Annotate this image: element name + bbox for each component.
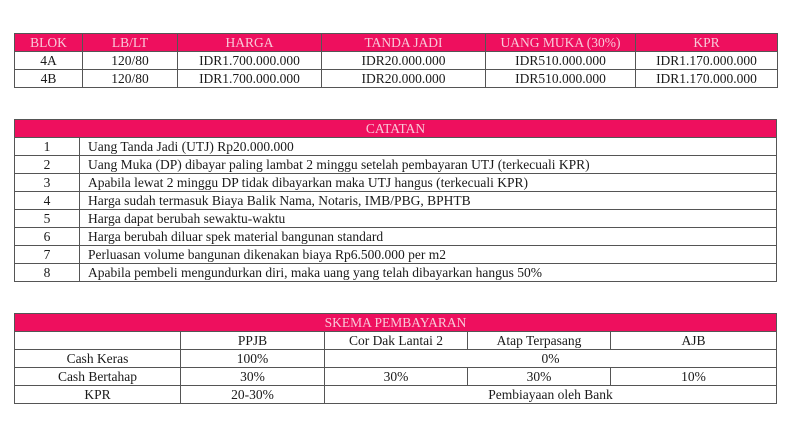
cell-ppjb: 20-30% [181,386,325,404]
cell-uang-muka: IDR510.000.000 [486,52,636,70]
list-item [15,138,777,156]
note-number: 4 [15,192,80,210]
scheme-title: SKEMA PEMBAYARAN [15,314,777,332]
col-harga: HARGA [178,34,322,52]
table-row [15,70,778,88]
note-text: Apabila pembeli mengundurkan diri, maka uang yang telah dibayarkan hangus 50% [80,264,777,282]
table-row [15,368,777,386]
list-item [15,246,777,264]
col-uang-muka: UANG MUKA (30%) [486,34,636,52]
note-number: 1 [15,138,80,156]
cell-ajb: 10% [611,368,777,386]
list-item [15,264,777,282]
note-number: 8 [15,264,80,282]
price-table-header [15,34,778,52]
col-ajb: AJB [611,332,777,350]
col-tanda-jadi: TANDA JADI [322,34,486,52]
list-item [15,192,777,210]
cell-kpr: IDR1.170.000.000 [636,70,778,88]
col-kpr: KPR [636,34,778,52]
scheme-corner-cell [15,332,181,350]
note-text: Harga berubah diluar spek material bangunan standard [80,228,777,246]
list-item [15,174,777,192]
cell-tanda-jadi: IDR20.000.000 [322,52,486,70]
notes-title: CATATAN [15,120,777,138]
list-item [15,210,777,228]
note-text: Uang Muka (DP) dibayar paling lambat 2 minggu setelah pembayaran UTJ (terkecuali KPR) [80,156,777,174]
cell-harga: IDR1.700.000.000 [178,52,322,70]
list-item [15,228,777,246]
note-text: Uang Tanda Jadi (UTJ) Rp20.000.000 [80,138,777,156]
row-label: Cash Bertahap [15,368,181,386]
note-number: 3 [15,174,80,192]
cell-kpr: IDR1.170.000.000 [636,52,778,70]
cell-atap: 30% [468,368,611,386]
col-cor-dak: Cor Dak Lantai 2 [325,332,468,350]
table-row [15,52,778,70]
table-row [15,386,777,404]
cell-blok: 4B [15,70,83,88]
cell-ppjb: 100% [181,350,325,368]
col-lb-lt: LB/LT [83,34,178,52]
cell-lb-lt: 120/80 [83,52,178,70]
note-text: Harga dapat berubah sewaktu-waktu [80,210,777,228]
cell-rest: 0% [325,350,777,368]
cell-tanda-jadi: IDR20.000.000 [322,70,486,88]
list-item [15,156,777,174]
cell-cor-dak: 30% [325,368,468,386]
cell-rest: Pembiayaan oleh Bank [325,386,777,404]
payment-scheme-table [14,313,777,404]
col-blok: BLOK [15,34,83,52]
price-table [14,33,778,88]
cell-uang-muka: IDR510.000.000 [486,70,636,88]
note-text: Apabila lewat 2 minggu DP tidak dibayarkan maka UTJ hangus (terkecuali KPR) [80,174,777,192]
scheme-header-row [15,332,777,350]
notes-table [14,119,777,282]
cell-blok: 4A [15,52,83,70]
col-atap: Atap Terpasang [468,332,611,350]
col-ppjb: PPJB [181,332,325,350]
table-row [15,350,777,368]
row-label: KPR [15,386,181,404]
note-text: Harga sudah termasuk Biaya Balik Nama, Notaris, IMB/PBG, BPHTB [80,192,777,210]
cell-lb-lt: 120/80 [83,70,178,88]
note-number: 6 [15,228,80,246]
note-number: 2 [15,156,80,174]
note-number: 5 [15,210,80,228]
cell-ppjb: 30% [181,368,325,386]
cell-harga: IDR1.700.000.000 [178,70,322,88]
note-number: 7 [15,246,80,264]
row-label: Cash Keras [15,350,181,368]
note-text: Perluasan volume bangunan dikenakan biaya Rp6.500.000 per m2 [80,246,777,264]
